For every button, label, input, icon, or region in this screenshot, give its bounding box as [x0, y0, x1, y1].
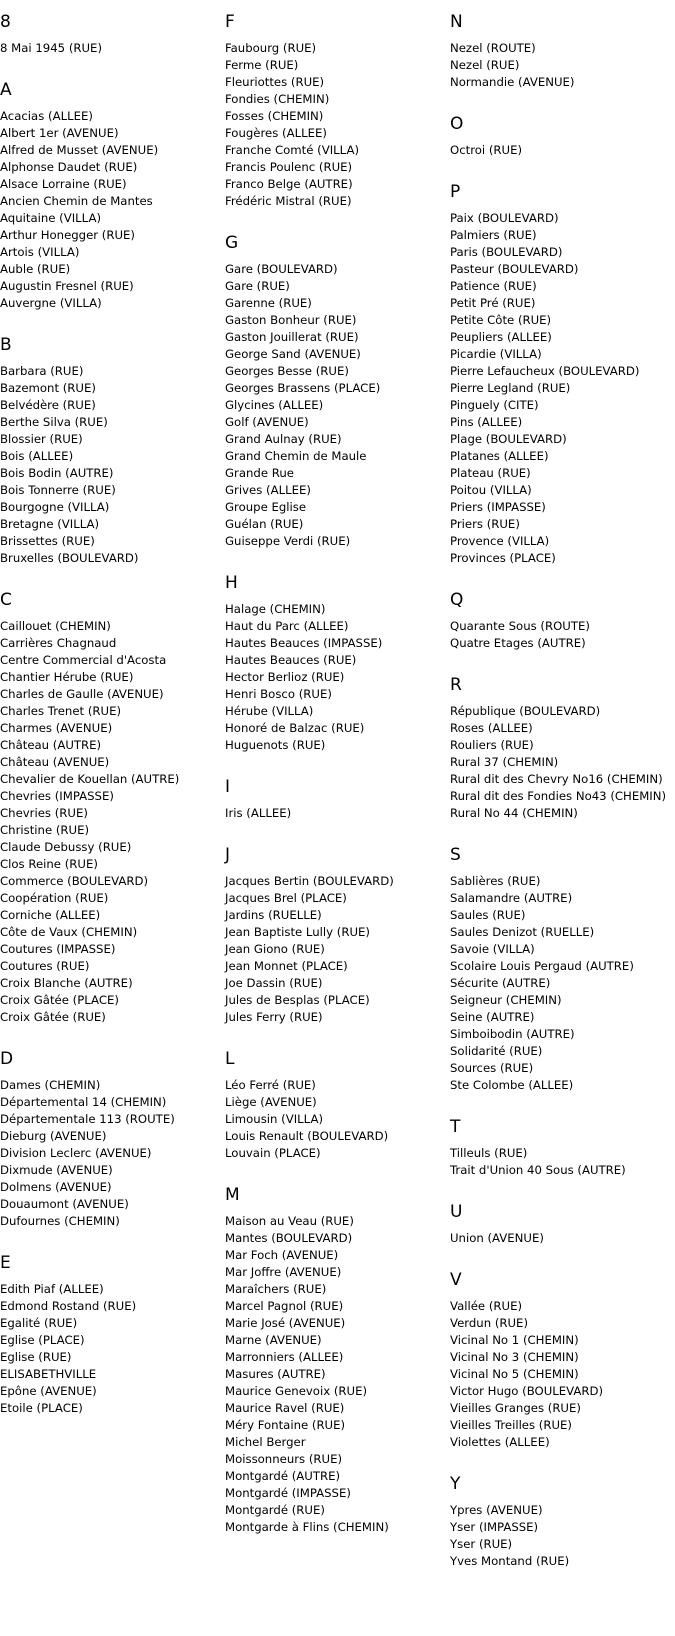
street-entry: Franche Comté (VILLA) [225, 143, 360, 157]
street-entry: Quatre Etages (AUTRE) [450, 636, 586, 650]
street-entry: Haut du Parc (ALLEE) [225, 619, 349, 633]
street-entry: Claude Debussy (RUE) [0, 840, 132, 854]
street-entry: Charmes (AVENUE) [0, 721, 113, 735]
street-entry: Seine (AUTRE) [450, 1010, 535, 1024]
street-entry: Pierre Legland (RUE) [450, 381, 571, 395]
street-entry: Gare (BOULEVARD) [225, 262, 338, 276]
street-entry: Etoile (PLACE) [0, 1401, 83, 1415]
street-entry: Saules (RUE) [450, 908, 526, 922]
section-letter: T [450, 1117, 461, 1137]
street-entry: Montgardé (AUTRE) [225, 1469, 341, 1483]
street-entry: Savoie (VILLA) [450, 942, 535, 956]
street-entry: ELISABETHVILLE [0, 1367, 97, 1381]
street-entry: Grives (ALLEE) [225, 483, 311, 497]
street-entry: Rural No 44 (CHEMIN) [450, 806, 578, 820]
street-entry: Blossier (RUE) [0, 432, 83, 446]
street-entry: Roses (ALLEE) [450, 721, 533, 735]
section-letter: H [225, 573, 238, 593]
street-entry: Ancien Chemin de Mantes [0, 194, 153, 208]
street-entry: Artois (VILLA) [0, 245, 80, 259]
street-entry: Grande Rue [225, 466, 294, 480]
street-entry: Léo Ferré (RUE) [225, 1078, 316, 1092]
street-entry: Charles de Gaulle (AVENUE) [0, 687, 164, 701]
street-entry: Fougères (ALLEE) [225, 126, 327, 140]
street-entry: Priers (IMPASSE) [450, 500, 546, 514]
street-entry: Epône (AVENUE) [0, 1384, 97, 1398]
street-entry: Egalité (RUE) [0, 1316, 78, 1330]
street-entry: Albert 1er (AVENUE) [0, 126, 119, 140]
street-entry: Alfred de Musset (AVENUE) [0, 143, 159, 157]
street-entry: Chevalier de Kouellan (AUTRE) [0, 772, 180, 786]
street-entry: Départementale 113 (ROUTE) [0, 1112, 175, 1126]
street-entry: Chantier Hérube (RUE) [0, 670, 134, 684]
street-entry: Bois (ALLEE) [0, 449, 74, 463]
street-entry: Sécurite (AUTRE) [450, 976, 551, 990]
street-entry: Pinguely (CITE) [450, 398, 539, 412]
street-entry: Rural dit des Chevry No16 (CHEMIN) [450, 772, 663, 786]
street-entry: Jean Monnet (PLACE) [225, 959, 348, 973]
street-entry: Gare (RUE) [225, 279, 290, 293]
street-entry: Petite Côte (RUE) [450, 313, 552, 327]
section-letter: C [0, 590, 12, 610]
section-letter: L [225, 1049, 235, 1069]
street-entry: Brissettes (RUE) [0, 534, 95, 548]
street-entry: Château (AUTRE) [0, 738, 102, 752]
street-entry: Petit Pré (RUE) [450, 296, 536, 310]
street-entry: Coutures (RUE) [0, 959, 90, 973]
street-entry: Provinces (PLACE) [450, 551, 556, 565]
section-letter: U [450, 1202, 463, 1222]
street-entry: Liège (AVENUE) [225, 1095, 317, 1109]
section-letter: S [450, 845, 461, 865]
street-entry: Victor Hugo (BOULEVARD) [450, 1384, 604, 1398]
street-entry: Montgardé (IMPASSE) [225, 1486, 351, 1500]
street-entry: Plateau (RUE) [450, 466, 531, 480]
street-entry: Vallée (RUE) [450, 1299, 523, 1313]
street-entry: Georges Brassens (PLACE) [225, 381, 381, 395]
street-entry: Louis Renault (BOULEVARD) [225, 1129, 389, 1143]
street-entry: Scolaire Louis Pergaud (AUTRE) [450, 959, 634, 973]
street-entry: Normandie (AVENUE) [450, 75, 575, 89]
street-entry: Alsace Lorraine (RUE) [0, 177, 127, 191]
street-entry: Carrières Chagnaud [0, 636, 117, 650]
street-entry: Peupliers (ALLEE) [450, 330, 552, 344]
street-entry: Sablières (RUE) [450, 874, 541, 888]
street-entry: Côte de Vaux (CHEMIN) [0, 925, 138, 939]
street-entry: Paix (BOULEVARD) [450, 211, 559, 225]
street-entry: Bazemont (RUE) [0, 381, 96, 395]
section-letter: V [450, 1270, 462, 1290]
street-entry: Bourgogne (VILLA) [0, 500, 110, 514]
street-entry: Limousin (VILLA) [225, 1112, 324, 1126]
street-entry: Coutures (IMPASSE) [0, 942, 116, 956]
street-entry: Dolmens (AVENUE) [0, 1180, 112, 1194]
street-entry: Maraîchers (RUE) [225, 1282, 327, 1296]
street-entry: Vicinal No 5 (CHEMIN) [450, 1367, 579, 1381]
street-entry: Iris (ALLEE) [225, 806, 292, 820]
street-entry: Yser (RUE) [450, 1537, 513, 1551]
street-entry: Jean Giono (RUE) [225, 942, 325, 956]
street-entry: Moissonneurs (RUE) [225, 1452, 343, 1466]
street-entry: Dieburg (AVENUE) [0, 1129, 107, 1143]
street-entry: Salamandre (AUTRE) [450, 891, 573, 905]
street-entry: Ste Colombe (ALLEE) [450, 1078, 574, 1092]
street-entry: Georges Besse (RUE) [225, 364, 349, 378]
street-entry: Auble (RUE) [0, 262, 71, 276]
street-entry: Solidarité (RUE) [450, 1044, 543, 1058]
street-entry: Yser (IMPASSE) [450, 1520, 539, 1534]
street-entry: Louvain (PLACE) [225, 1146, 321, 1160]
street-entry: Départemental 14 (CHEMIN) [0, 1095, 167, 1109]
street-entry: Edmond Rostand (RUE) [0, 1299, 137, 1313]
street-entry: Edith Piaf (ALLEE) [0, 1282, 104, 1296]
street-entry: Paris (BOULEVARD) [450, 245, 563, 259]
section-letter: O [450, 114, 464, 134]
street-entry: Faubourg (RUE) [225, 41, 317, 55]
street-entry: Ypres (AVENUE) [450, 1503, 543, 1517]
street-entry: Fleuriottes (RUE) [225, 75, 325, 89]
street-entry: Fondies (CHEMIN) [225, 92, 330, 106]
street-entry: Château (AVENUE) [0, 755, 110, 769]
street-entry: Douaumont (AVENUE) [0, 1197, 129, 1211]
street-entry: Aquitaine (VILLA) [0, 211, 102, 225]
street-entry: Frédéric Mistral (RUE) [225, 194, 352, 208]
street-entry: Jacques Bertin (BOULEVARD) [225, 874, 394, 888]
street-entry: Gaston Bonheur (RUE) [225, 313, 357, 327]
section-letter: 8 [0, 12, 11, 32]
street-entry: Centre Commercial d'Acosta [0, 653, 167, 667]
street-entry: Marcel Pagnol (RUE) [225, 1299, 344, 1313]
street-entry: Joe Dassin (RUE) [225, 976, 323, 990]
section-letter: D [0, 1049, 14, 1069]
street-entry: Guélan (RUE) [225, 517, 304, 531]
street-entry: Octroi (RUE) [450, 143, 523, 157]
street-entry: Montgarde à Flins (CHEMIN) [225, 1520, 389, 1534]
street-entry: Clos Reine (RUE) [0, 857, 98, 871]
street-entry: Rural 37 (CHEMIN) [450, 755, 559, 769]
street-entry: Picardie (VILLA) [450, 347, 542, 361]
street-entry: Charles Trenet (RUE) [0, 704, 122, 718]
street-entry: Pierre Lefaucheux (BOULEVARD) [450, 364, 640, 378]
street-entry: Groupe Eglise [225, 500, 307, 514]
street-entry: Marie José (AVENUE) [225, 1316, 346, 1330]
section-letter: A [0, 80, 12, 100]
street-entry: Augustin Fresnel (RUE) [0, 279, 134, 293]
street-entry: Bruxelles (BOULEVARD) [0, 551, 139, 565]
street-entry: Mantes (BOULEVARD) [225, 1231, 353, 1245]
street-entry: George Sand (AVENUE) [225, 347, 361, 361]
street-entry: Chevries (IMPASSE) [0, 789, 114, 803]
street-entry: Jean Baptiste Lully (RUE) [225, 925, 370, 939]
street-entry: Grand Aulnay (RUE) [225, 432, 342, 446]
street-entry: Méry Fontaine (RUE) [225, 1418, 346, 1432]
street-entry: Masures (AUTRE) [225, 1367, 326, 1381]
street-entry: Mar Foch (AVENUE) [225, 1248, 339, 1262]
street-entry: Verdun (RUE) [450, 1316, 529, 1330]
section-letter: F [225, 12, 235, 32]
street-entry: Henri Bosco (RUE) [225, 687, 332, 701]
street-entry: Quarante Sous (ROUTE) [450, 619, 590, 633]
street-entry: Bretagne (VILLA) [0, 517, 100, 531]
street-entry: Jardins (RUELLE) [225, 908, 322, 922]
section-letter: Q [450, 590, 464, 610]
street-entry: Vieilles Treilles (RUE) [450, 1418, 572, 1432]
section-letter: B [0, 335, 12, 355]
street-entry: Maurice Ravel (RUE) [225, 1401, 345, 1415]
street-entry: Barbara (RUE) [0, 364, 84, 378]
section-letter: M [225, 1185, 240, 1205]
street-entry: Pasteur (BOULEVARD) [450, 262, 579, 276]
street-entry: Arthur Honegger (RUE) [0, 228, 135, 242]
street-entry: Rural dit des Fondies No43 (CHEMIN) [450, 789, 667, 803]
street-entry: Rouliers (RUE) [450, 738, 534, 752]
street-entry: Division Leclerc (AVENUE) [0, 1146, 152, 1160]
street-entry: Provence (VILLA) [450, 534, 550, 548]
street-entry: Jules de Besplas (PLACE) [225, 993, 370, 1007]
street-entry: Saules Denizot (RUELLE) [450, 925, 595, 939]
street-entry: Poitou (VILLA) [450, 483, 532, 497]
street-entry: Sources (RUE) [450, 1061, 534, 1075]
street-entry: Fosses (CHEMIN) [225, 109, 324, 123]
street-entry: République (BOULEVARD) [450, 704, 601, 718]
street-entry: Dixmude (AVENUE) [0, 1163, 113, 1177]
street-entry: Huguenots (RUE) [225, 738, 326, 752]
street-entry: Alphonse Daudet (RUE) [0, 160, 138, 174]
section-letter: I [225, 777, 231, 797]
street-entry: Croix Gâtée (RUE) [0, 1010, 106, 1024]
street-entry: Jacques Brel (PLACE) [225, 891, 347, 905]
section-letter: J [225, 845, 231, 865]
street-entry: Hérube (VILLA) [225, 704, 314, 718]
street-entry: Guiseppe Verdi (RUE) [225, 534, 351, 548]
street-entry: Vieilles Granges (RUE) [450, 1401, 581, 1415]
street-entry: Bois Bodin (AUTRE) [0, 466, 114, 480]
street-entry: Belvédère (RUE) [0, 398, 96, 412]
street-entry: Auvergne (VILLA) [0, 296, 102, 310]
street-entry: Nezel (ROUTE) [450, 41, 536, 55]
street-entry: Croix Gâtée (PLACE) [0, 993, 119, 1007]
street-entry: Chevries (RUE) [0, 806, 88, 820]
street-entry: Commerce (BOULEVARD) [0, 874, 149, 888]
street-entry: Plage (BOULEVARD) [450, 432, 567, 446]
street-entry: Patience (RUE) [450, 279, 537, 293]
section-letter: P [450, 182, 461, 202]
street-entry: Corniche (ALLEE) [0, 908, 101, 922]
street-entry: Pins (ALLEE) [450, 415, 523, 429]
street-entry: Union (AVENUE) [450, 1231, 544, 1245]
section-letter: E [0, 1253, 11, 1273]
street-entry: Acacias (ALLEE) [0, 109, 93, 123]
street-entry: Mar Joffre (AVENUE) [225, 1265, 342, 1279]
section-letter: N [450, 12, 463, 32]
street-entry: Maurice Genevoix (RUE) [225, 1384, 368, 1398]
street-entry: Ferme (RUE) [225, 58, 299, 72]
street-entry: Garenne (RUE) [225, 296, 312, 310]
section-letter: R [450, 675, 462, 695]
section-letter: Y [450, 1474, 461, 1494]
street-entry: Marne (AVENUE) [225, 1333, 322, 1347]
street-entry: Berthe Silva (RUE) [0, 415, 108, 429]
street-entry: Marronniers (ALLEE) [225, 1350, 344, 1364]
street-entry: Glycines (ALLEE) [225, 398, 324, 412]
street-entry: Simboibodin (AUTRE) [450, 1027, 575, 1041]
street-entry: Vicinal No 3 (CHEMIN) [450, 1350, 579, 1364]
street-entry: Trait d'Union 40 Sous (AUTRE) [450, 1163, 626, 1177]
street-entry: Honoré de Balzac (RUE) [225, 721, 365, 735]
street-entry: Golf (AVENUE) [225, 415, 309, 429]
street-entry: Priers (RUE) [450, 517, 520, 531]
street-entry: Coopération (RUE) [0, 891, 109, 905]
street-entry: 8 Mai 1945 (RUE) [0, 41, 102, 55]
street-entry: Jules Ferry (RUE) [225, 1010, 323, 1024]
street-entry: Hautes Beauces (RUE) [225, 653, 357, 667]
street-entry: Franco Belge (AUTRE) [225, 177, 353, 191]
street-entry: Christine (RUE) [0, 823, 90, 837]
street-entry: Dufournes (CHEMIN) [0, 1214, 120, 1228]
street-entry: Tilleuls (RUE) [450, 1146, 528, 1160]
street-entry: Nezel (RUE) [450, 58, 520, 72]
street-entry: Montgardé (RUE) [225, 1503, 325, 1517]
street-entry: Caillouet (CHEMIN) [0, 619, 111, 633]
street-entry: Eglise (RUE) [0, 1350, 72, 1364]
street-entry: Gaston Jouillerat (RUE) [225, 330, 359, 344]
street-entry: Grand Chemin de Maule [225, 449, 367, 463]
street-entry: Maison au Veau (RUE) [225, 1214, 354, 1228]
street-entry: Violettes (ALLEE) [450, 1435, 550, 1449]
street-entry: Hautes Beauces (IMPASSE) [225, 636, 383, 650]
street-entry: Platanes (ALLEE) [450, 449, 549, 463]
street-entry: Michel Berger [225, 1435, 306, 1449]
street-entry: Palmiers (RUE) [450, 228, 537, 242]
street-entry: Croix Blanche (AUTRE) [0, 976, 133, 990]
street-entry: Vicinal No 1 (CHEMIN) [450, 1333, 579, 1347]
section-letter: G [225, 233, 239, 253]
street-entry: Eglise (PLACE) [0, 1333, 85, 1347]
street-entry: Bois Tonnerre (RUE) [0, 483, 116, 497]
street-entry: Hector Berlioz (RUE) [225, 670, 345, 684]
street-entry: Dames (CHEMIN) [0, 1078, 101, 1092]
street-entry: Halage (CHEMIN) [225, 602, 326, 616]
street-entry: Yves Montand (RUE) [450, 1554, 570, 1568]
street-entry: Francis Poulenc (RUE) [225, 160, 353, 174]
street-entry: Seigneur (CHEMIN) [450, 993, 562, 1007]
